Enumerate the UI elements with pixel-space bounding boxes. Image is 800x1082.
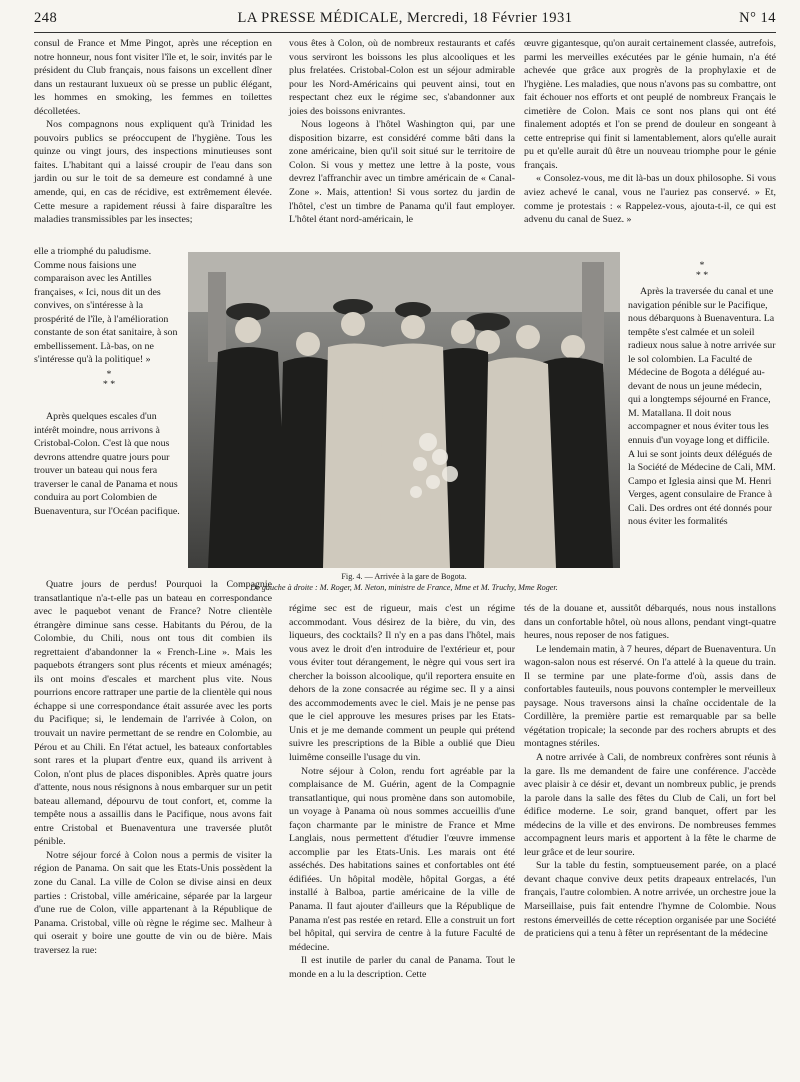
paragraph: Quatre jours de perdus! Pourquoi la Compagnie transatlantique n'a-t-elle pas un bateau en correspondance avec le paquebot venant de France? Notre clientèle étrangère diminue sans cesse. Habitants du Pérou, de la Colombie, du Chili, nous ont tous dit combien ils regrettaient d'abandonner la « French-Line ». Mais les paquebots étrangers sont plus récents et mieux aménagés; ils ont moins d'escales et marchent plus vite. Nous pourrions encore rattraper une partie de la clientèle qui nous échappe si une correspondance était assurée avec les ports du Pacifique; si, le lendemain de l'arrivée à Colon, on trouvait un navire permettant de se rendre en Colombie, au Pérou et au Chili. En l'état actuel, les bateaux confortables sont rares et la plupart d'entre eux, quand ils arrivent à Colon, n'ont plus de places disponibles. Après quatre jours d'attente, nous nous résignons à nous embarquer sur un petit bateau allemand, dépourvu de tout confort, et, comme la tempête nous a assaillis dans le Pacifique, nous avons fait entre Cristobal et Buenaventura une traversée plutôt pénible. bbox=[34, 579, 272, 848]
paragraph: Il est inutile de parler du canal de Panama. Tout le monde en a lu la description. Cette bbox=[289, 955, 515, 980]
paragraph: elle a triomphé du paludisme. Comme nous faisions une comparaison avec les Antilles françaises, « Ici, nous dit un des convives, on s'intéresse à la prospérité de l'île, à l'amélioration constante de son état sanitaire, à son embellissement. Là-bas, on ne s'intéresse qu'à la politique! » bbox=[34, 246, 178, 366]
issue-number: N° 14 bbox=[739, 10, 776, 26]
photograph bbox=[188, 252, 620, 568]
paragraph: vous êtes à Colon, où de nombreux restaurants et cafés vous serviront les boissons les plus alcooliques et les plus frelatées. Cristobal-Colon est un séjour admirable pour les Nord-Américains qui peuvent ainsi, tout en respectant chez eux le régime sec, s'abandonner aux joies des boissons enivrantes. bbox=[289, 38, 515, 117]
column-middle-bottom bbox=[289, 602, 515, 981]
paragraph: Nous logeons à l'hôtel Washington qui, par une disposition bizarre, est considéré comme bâti dans la zone américaine, bien qu'il soit situé sur le territoire de Colon. Si vous y mettez une lettre à la poste, vous devrez l'affranchir avec un timbre américain de « Canal-Zone ». Mais, attention! Si vous sortez du jardin de l'hôtel, c'est un timbre de Panama qu'il faut employer. L'hôtel étant nord-américain, le bbox=[289, 119, 515, 226]
column-middle-top bbox=[289, 37, 515, 227]
photo-group-illustration bbox=[188, 252, 620, 568]
paragraph: Après quelques escales d'un intérêt moindre, nous arrivons à Cristobal-Colon. C'est là que nous devrons attendre quatre jours pour trouver un bateau qui nous fera traverser le canal de Panama et nous conduira au port Colombien de Buenaventura, sur l'Océan pacifique. bbox=[34, 411, 180, 517]
paragraph: Après la traversée du canal et une navigation pénible sur le Pacifique, nous débarquons à Buenaventura. La tempête s'est calmée et un soleil radieux nous salue à notre arrivée sur le sol colombien. La Faculté de Médecine de Bogota a délégué au-devant de nous un jeune médecin, qui a longtemps séjourné en France, M. Matallana. Il doit nous accompagner et nous éviter tous les ennuis d'un voyage long et difficile. A lui se sont joints deux délégués de la Société de Médecine de Cali, MM. Campo et Iglesia ainsi que M. Henri Verges, agent consulaire de France à Cali. Des ordres ont été donnés pour nous éviter les formalités bbox=[628, 286, 776, 528]
column-right-narrow bbox=[628, 258, 776, 529]
page-number: 248 bbox=[34, 10, 58, 26]
paragraph: Le lendemain matin, à 7 heures, départ de Buenaventura. Un wagon-salon nous est réservé. On l'a attelé à la queue du train. Il se termine par une plate-forme d'où, assis dans de confortables fauteuils, nous pouvons contempler le merveilleux paysage. Nous traversons ainsi la chaîne occidentale de la Cordillère, la première partie est remarquable par sa belle végétation tropicale; la seconde par des rochers abrupts et des montagnes stériles. bbox=[524, 643, 776, 750]
paragraph: consul de France et Mme Pingot, après une réception en notre honneur, nous font visiter l'île et, le soir, invités par le président du Club français, nous faisons un excellent dîner dans un restaurant luxueux où se presse un public élégant, les hommes en smoking, les femmes en toilettes décolletées. bbox=[34, 38, 272, 117]
paragraph: Sur la table du festin, somptueusement parée, on a placé devant chaque convive deux petits drapeaux entrelacés, l'un français, l'autre colombien. A notre arrivée, un orchestre joue la Marseillaise, puis fait entendre l'hymne de Colombie. Nous restons émerveillés de cette réception organisée par une Société de praticiens qui a tenu à fêter un représentant de la médecine bbox=[524, 860, 776, 940]
paragraph: tés de la douane et, aussitôt débarqués, nous nous installons dans un confortable hôtel, où nous allons, pendant vingt-quatre heures, nous reposer de nos fatigues. bbox=[524, 603, 776, 642]
running-title bbox=[34, 10, 776, 27]
column-left-narrow-1 bbox=[34, 245, 184, 394]
paragraph: Nos compagnons nous expliquent qu'à Trinidad les pouvoirs publics se préoccupent de l'hygiène. Tous les quinze ou vingt jours, des inspections minutieuses sont faites. L'habitant qui a laissé croupir de l'eau dans son jardin ou sur le toit de sa demeure est condamné à une amende, qui, en cas de récidive, est extrêmement élevée. Cette mesure a rapidement réussi à faire disparaître les maladies transmissibles par les insectes; bbox=[34, 119, 272, 226]
issue-date: , Mercredi, 18 Février 1931 bbox=[398, 10, 573, 26]
column-right-top bbox=[524, 37, 776, 227]
paragraph: régime sec est de rigueur, mais c'est un régime accommodant. Vous désirez de la bière, du vin, des liqueurs, des cocktails? Il n'y en a pas dans l'hôtel, mais vous avez le droit d'en introduire de l'extérieur et, pour vous éviter tout dérangement, le nègre qui vous sert ira chercher la boisson alcoolique, qu'il reportera ensuite en dehors de la zone consacrée au régime sec. Il y a ainsi des accommodements avec le ciel. Mais je ne pense pas que le ciel approuve les mesures prises par les Etats-Unis et je me demande comment un peuple qui prétend suivre les prescriptions de la Bible a oublié que Dieu luimême conseille l'usage du vin. bbox=[289, 603, 515, 764]
paragraph: œuvre gigantesque, qu'on aurait certainement classée, autrefois, parmi les merveilles exécutées par le génie humain, n'a été achevée que grâce aux progrès de la prophylaxie et de l'hygiène. Les maladies, que nous n'avons pas su combattre, ont fait échouer nos efforts et ont peuplé de nombreux Français le cimetière de Colon. Mais ce sont nos plans qui ont été finalement adoptés et l'on se prend de douleur en songeant à cette entreprise qui finit si lamentablement, alors qu'elle aurait pu et qu'elle aurait dû être un nouveau triomphe pour le génie français. bbox=[524, 38, 776, 171]
column-left-top bbox=[34, 37, 272, 227]
section-separator: * * * bbox=[102, 368, 116, 390]
header-rule bbox=[34, 32, 776, 33]
paragraph: Notre séjour forcé à Colon nous a permis de visiter la région de Panama. On sait que les Etats-Unis possèdent la zone du Canal. La ville de Colon se divise ainsi en deux parties : Cristobal, ville américaine, séparée par la largeur d'une rue de Colon, ville appartenant à la République de Panama. Cristobal, ville où règne le régime sec. Malheur à qui oserait y boire une goutte de vin ou de bière. Mais traversez la rue: bbox=[34, 849, 272, 956]
section-separator: * * * bbox=[695, 260, 709, 281]
paragraph: A notre arrivée à Cali, de nombreux confrères sont réunis à la gare. Ils me demandent de faire une conférence. J'accède avec plaisir à ce désir et, devant un nombreux public, je prends la parole dans la salle des fêtes du Club de Cali, un fort bel édifice moderne. Le soir, grand banquet, offert par les médecins de la ville et des environs. De nombreuses femmes accompagnent leurs maris et apportent à la fête le charme de leur grâce et de leur sourire. bbox=[524, 752, 776, 858]
figure-subcaption: De gauche à droite : M. Roger, M. Neton, ministre de France, Mme et M. Truchy, Mme Roger. bbox=[250, 583, 558, 592]
figure-caption: Fig. 4. — Arrivée à la gare de Bogota. bbox=[341, 572, 467, 581]
page-header bbox=[34, 10, 776, 30]
paragraph: « Consolez-vous, me dit là-bas un doux philosophe. Si vous aviez achevé le canal, vous ne l'auriez pas conservé. » Et, comme je protestais : « Rappelez-vous, ajouta-t-il, ce qui est advenu du canal de Suez. » bbox=[524, 173, 776, 226]
column-left-bottom bbox=[34, 578, 272, 957]
journal-title: LA PRESSE MÉDICALE bbox=[237, 10, 399, 26]
paragraph: Notre séjour à Colon, rendu fort agréable par la complaisance de M. Guérin, agent de la Compagnie transatlantique, qui nous promène dans son automobile, un voyage à Panama où nous sommes accueillis d'une façon charmante par le ministre de France et Mme Langlais, nous permettent d'étudier l'œuvre immense accomplie par les Etats-Unis. Les marais ont été asséchés. Des habitations saines et confortables ont été édifiées. Un hôpital modèle, hôpital Gorgas, a été installé à Balboa, partie américaine de la ville de Panama. Il faut ajouter d'ailleurs que la République de Panama n'est pas restée en retard. Elle a construit un fort bel hôpital, qui servira de centre à la future Faculté de médecine. bbox=[289, 765, 515, 953]
column-left-narrow-2 bbox=[34, 410, 184, 518]
column-right-bottom bbox=[524, 602, 776, 941]
